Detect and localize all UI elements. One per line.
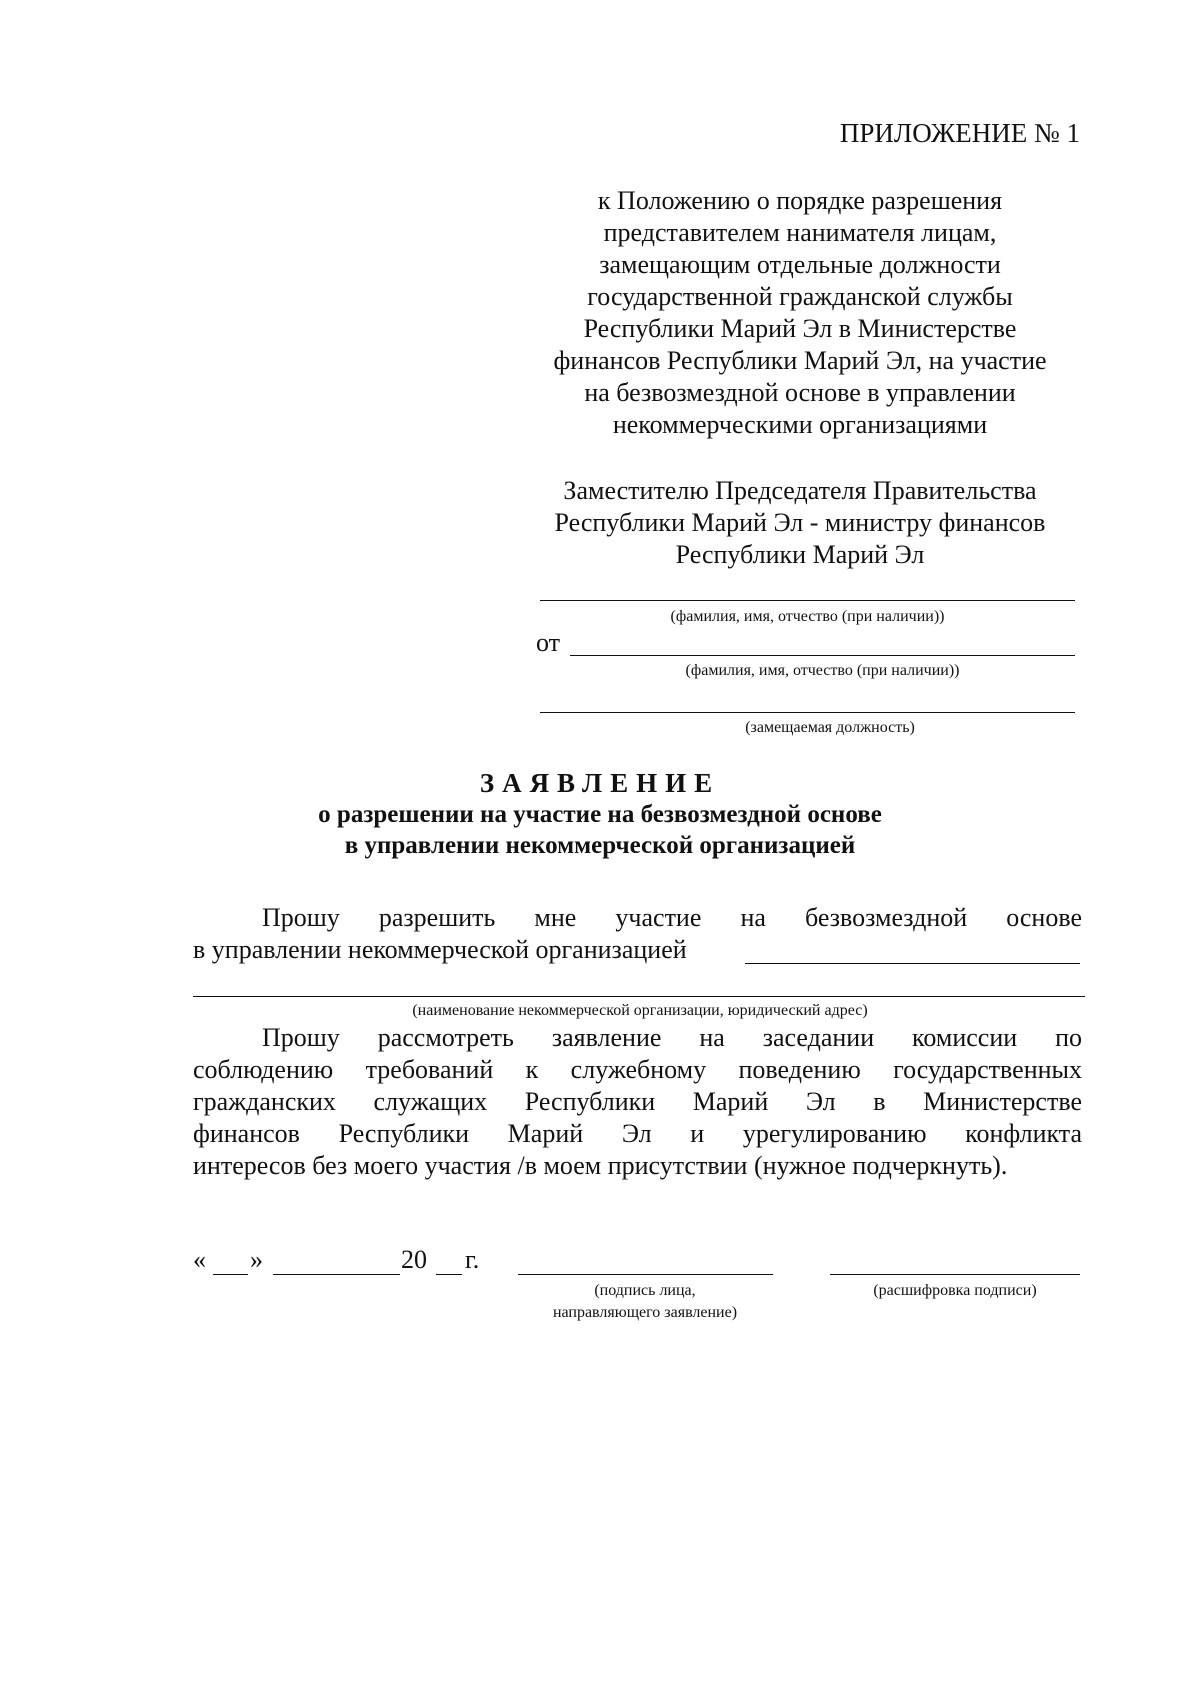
consideration-line: Прошу рассмотреть заявление на заседании комиссии по bbox=[262, 1023, 1082, 1052]
reference-line: финансов Республики Марий Эл, на участие bbox=[553, 346, 1047, 375]
addressee-line: Республики Марий Эл bbox=[675, 540, 925, 569]
addressee-line: Республики Марий Эл - министру финансов bbox=[554, 508, 1046, 537]
consideration-line: финансов Республики Марий Эл и урегулированию конфликта bbox=[193, 1119, 1082, 1148]
statement-title: ЗАЯВЛЕНИЕ bbox=[479, 768, 721, 798]
reference-line: государственной гражданской службы bbox=[587, 282, 1013, 311]
date-year-prefix: 20 bbox=[401, 1245, 427, 1274]
signature-field[interactable] bbox=[518, 1274, 773, 1275]
signature-caption-line1: (подпись лица, bbox=[594, 1282, 696, 1299]
position-field[interactable] bbox=[540, 712, 1075, 713]
reference-block bbox=[520, 185, 1080, 441]
signature-decoding-field[interactable] bbox=[830, 1274, 1080, 1275]
date-quote-open: « bbox=[193, 1245, 206, 1274]
addressee-name-caption: (фамилия, имя, отчество (при наличии)) bbox=[670, 608, 945, 625]
consideration-line: соблюдению требований к служебному поведению государственных bbox=[193, 1055, 1082, 1084]
date-month-field[interactable] bbox=[273, 1274, 400, 1275]
applicant-name-caption: (фамилия, имя, отчество (при наличии)) bbox=[685, 662, 960, 679]
reference-line: представителем нанимателя лицам, bbox=[603, 218, 997, 247]
request-line-2: в управлении некоммерческой организацией bbox=[193, 935, 687, 964]
appendix-title: ПРИЛОЖЕНИЕ № 1 bbox=[839, 118, 1080, 148]
applicant-name-field[interactable] bbox=[570, 655, 1075, 656]
date-year-suffix: г. bbox=[465, 1245, 480, 1274]
consideration-line: гражданских служащих Республики Марий Эл в Министерстве bbox=[193, 1087, 1082, 1116]
reference-line: замещающим отдельные должности bbox=[599, 250, 1001, 279]
addressee-name-field[interactable] bbox=[540, 600, 1075, 601]
statement-subtitle-line: о разрешении на участие на безвозмездной основе bbox=[318, 801, 882, 828]
date-day-field[interactable] bbox=[213, 1274, 248, 1275]
reference-line: Республики Марий Эл в Министерстве bbox=[583, 314, 1017, 343]
consideration-last-line: интересов без моего участия /в моем присутствии (нужное подчеркнуть). bbox=[193, 1151, 1008, 1180]
reference-line: к Положению о порядке разрешения bbox=[597, 186, 1003, 215]
date-year-field[interactable] bbox=[436, 1274, 462, 1275]
request-line-1: Прошу разрешить мне участие на безвозмездной основе bbox=[262, 903, 1082, 932]
reference-line: некоммерческими организациями bbox=[612, 410, 988, 439]
signature-decoding-caption: (расшифровка подписи) bbox=[873, 1282, 1037, 1299]
statement-subtitle-line: в управлении некоммерческой организацией bbox=[344, 832, 856, 859]
position-caption: (замещаемая должность) bbox=[745, 719, 915, 736]
signature-caption-line2: направляющего заявление) bbox=[552, 1304, 738, 1321]
from-label: от bbox=[536, 628, 561, 657]
addressee-line: Заместителю Председателя Правительства bbox=[563, 476, 1037, 505]
statement-heading bbox=[150, 768, 1050, 861]
organization-field[interactable] bbox=[193, 996, 1085, 997]
date-quote-close: » bbox=[250, 1245, 263, 1274]
organization-inline-field[interactable] bbox=[745, 963, 1080, 964]
addressee-block bbox=[520, 475, 1080, 571]
reference-line: на безвозмездной основе в управлении bbox=[584, 378, 1016, 407]
organization-caption: (наименование некоммерческой организации, юридический адрес) bbox=[412, 1002, 868, 1019]
